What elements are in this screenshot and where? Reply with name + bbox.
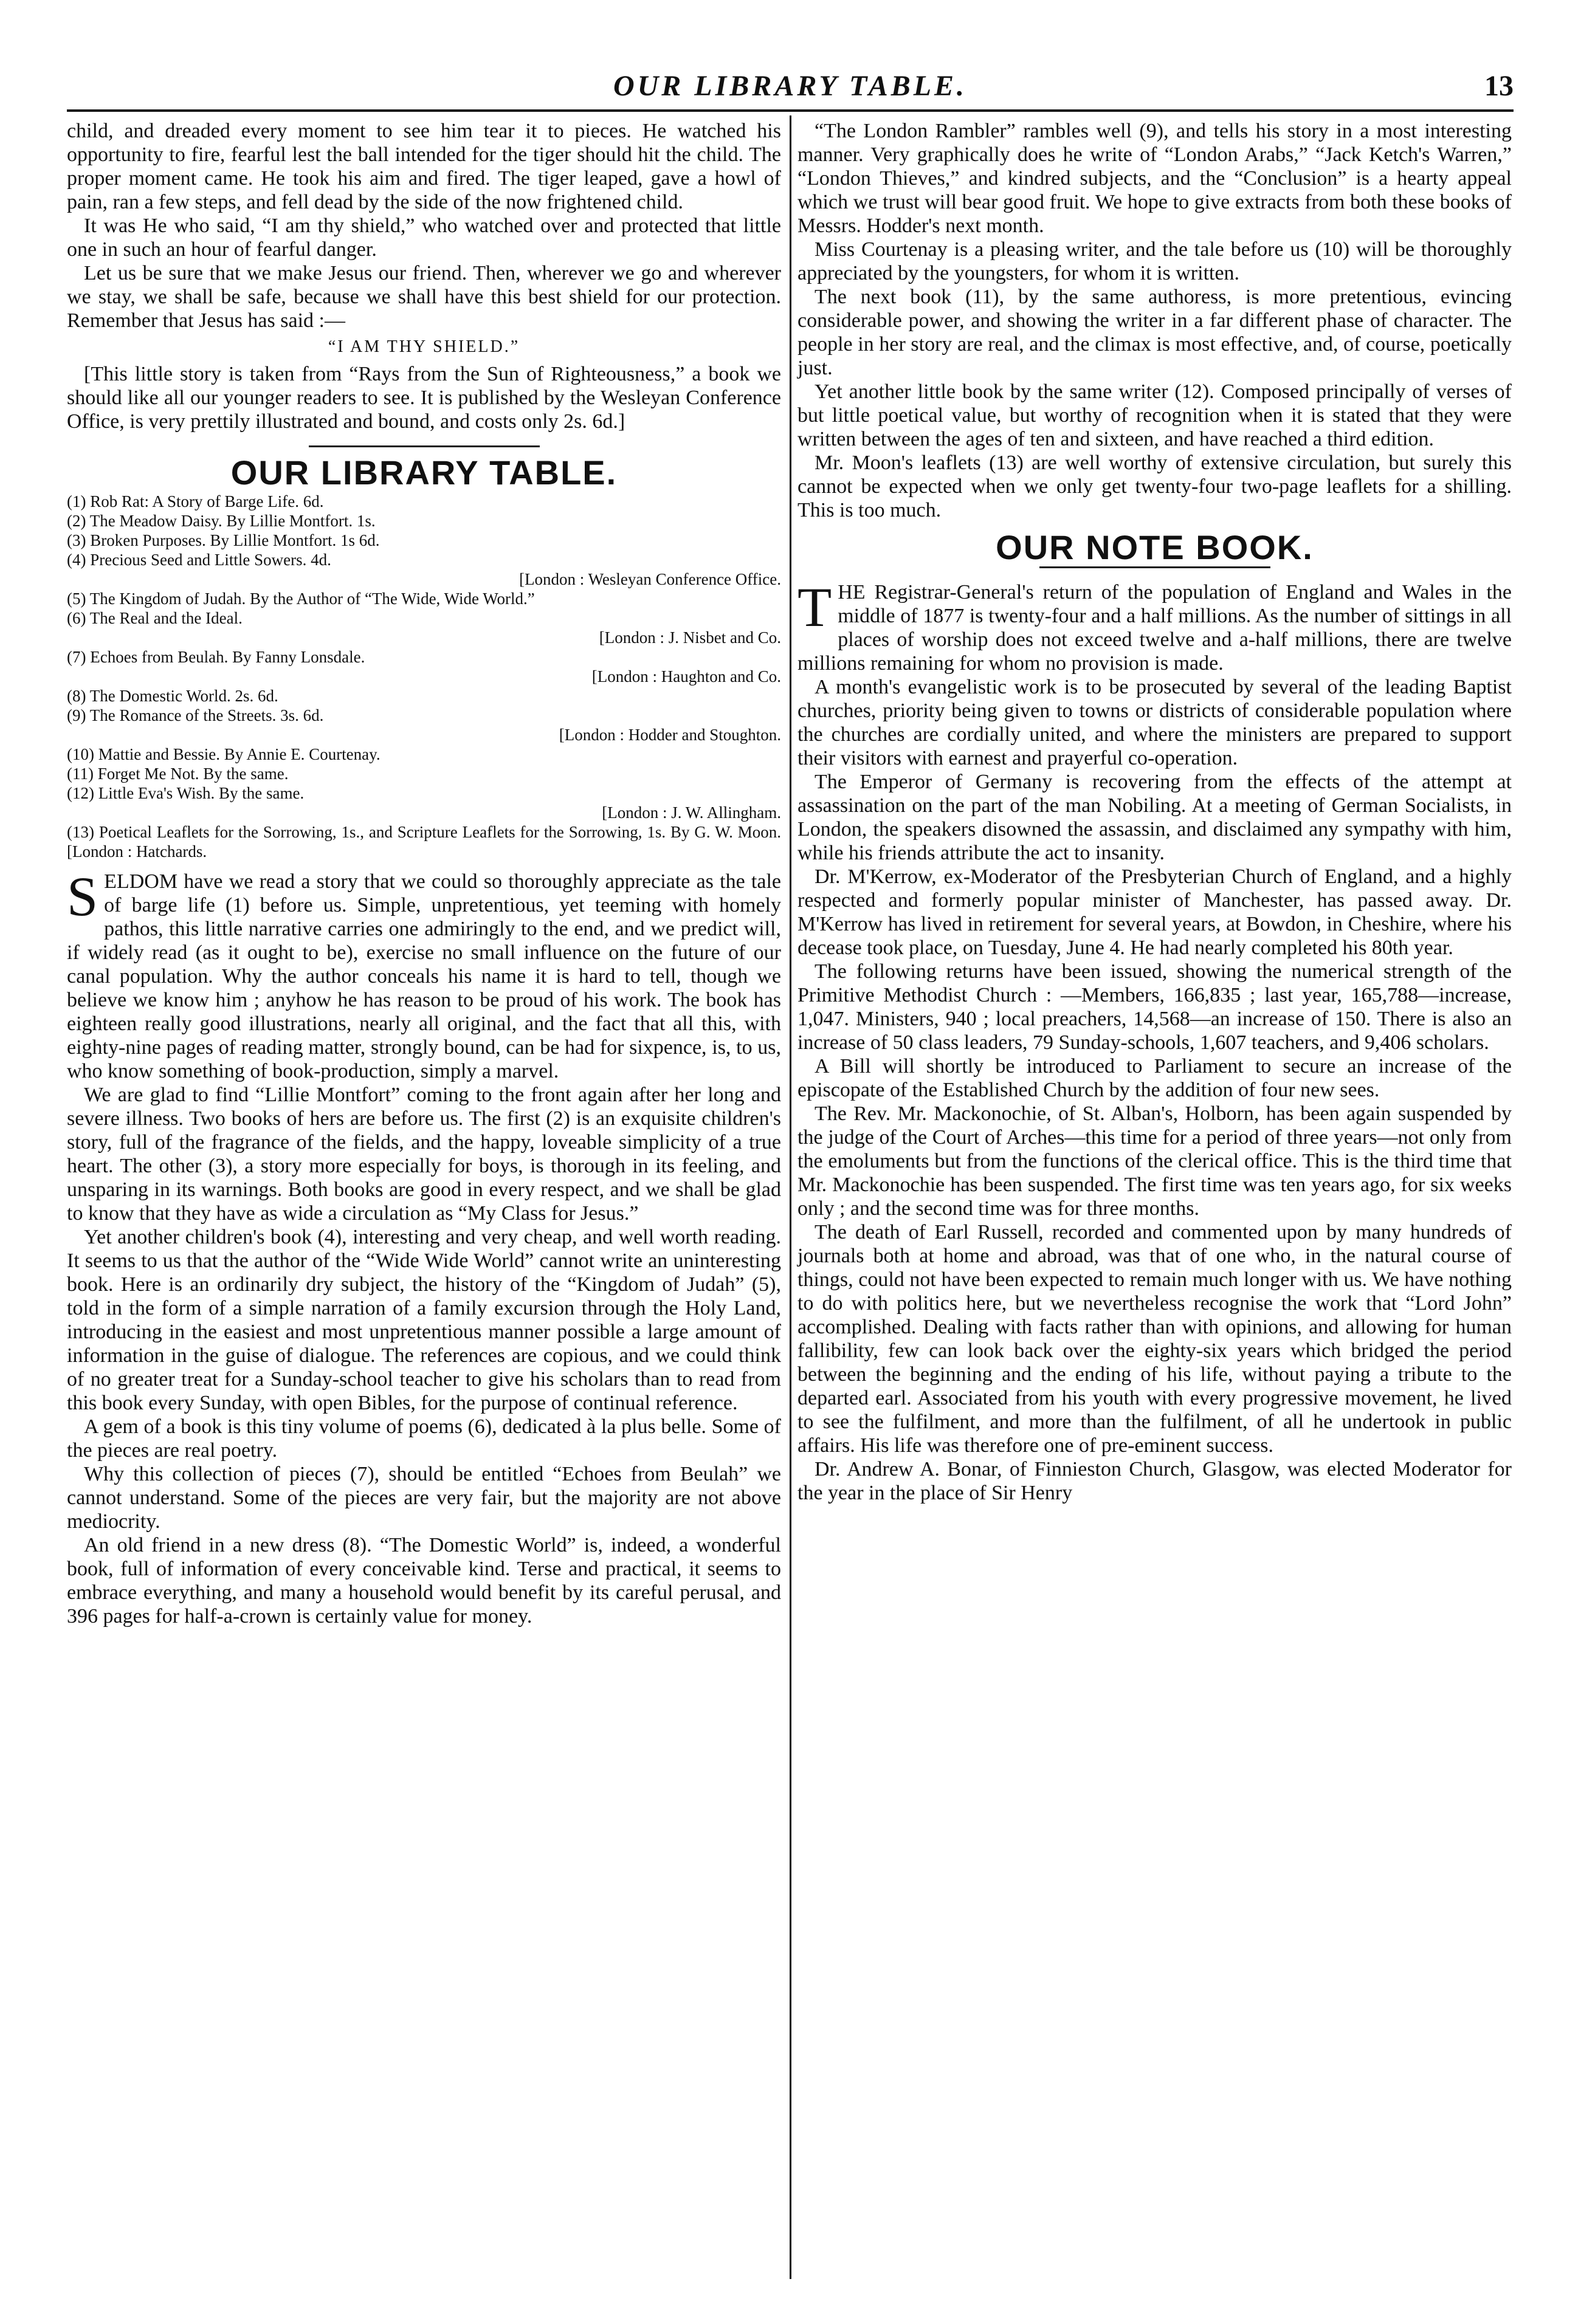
note-paragraph-text: HE Registrar-General's return of the population of England and Wales in the middle of 1877 is twenty-four and a half millions. As the number of sittings in all places of worship does not exceed twelve and a-half millions, there are twelve millions remaining for whom no provision is made.: [797, 581, 1512, 675]
note-paragraph: Dr. M'Kerrow, ex-Moderator of the Presbyterian Church of England, and a highly respected and formerly popular minister of Manchester, has passed away. Dr. M'Kerrow has lived in retirement for several years, at Bowdon, in Cheshire, where his decease took place, on Tuesday, June 4. He had nearly completed his 80th year.: [797, 865, 1512, 959]
review-paragraph: Mr. Moon's leaflets (13) are well worthy of extensive circulation, but surely this cannot be expected when we only get twenty-four two-page leaflets for a shilling. This is too much.: [797, 452, 1512, 521]
review-paragraph: The next book (11), by the same authoress, is more pretentious, evincing considerable power, and showing the writer in a far different phase of character. The people in her story are real, and the climax is most effective, and, of course, poetically just.: [797, 286, 1512, 379]
note-paragraph: [797, 576, 1512, 675]
drop-cap: S: [67, 865, 98, 927]
publisher-imprint: [London : J. Nisbet and Co.: [599, 628, 781, 647]
page-header: [67, 67, 1514, 112]
review-paragraph-text: ELDOM have we read a story that we could so thoroughly appreciate as the tale of barge life (1) before us. Simple, unpretentious, yet teeming with homely pathos, this little narrative carries one admiringly to the end, and we predict will, if widely read (as it ought to be), exercise no small influence on the future of our canal population. Why the author conceals his name it is hard to tell, though we believe we know him ; anyhow he has reason to be proud of his work. The book has eighteen really good illustrations, nearly all original, and the fact that all this, with eighty-nine pages of reading matter, strongly bound, can be had for sixpence, is, to us, who know something of book-production, simply a marvel.: [67, 870, 781, 1082]
book-list-item: (3) Broken Purposes. By Lillie Montfort. 1s 6d.: [67, 531, 380, 549]
note-paragraph: The Emperor of Germany is recovering from the effects of the attempt at assassination on the part of the man Nobiling. At a meeting of German Socialists, in London, the speakers disowned the assassin, and disclaimed any sympathy with him, while his friends attribute the act to insanity.: [797, 771, 1512, 864]
running-title: OUR LIBRARY TABLE.: [613, 70, 968, 102]
column-rule: [790, 115, 791, 2279]
book-list-item: (7) Echoes from Beulah. By Fanny Lonsdale.: [67, 648, 365, 666]
publisher-imprint: [London : J. W. Allingham.: [602, 803, 781, 822]
review-paragraph: We are glad to find “Lillie Montfort” coming to the front again after her long and severe illness. Two books of hers are before us. The first (2) is an exquisite children's story, full of the fragrance of the fields, and the happy, loveable simplicity of a true heart. The other (3), a story more especially for boys, is thorough in its feeling, and unsparing in its warnings. Both books are good in every respect, and we shall be glad to know that they have as wide a circulation as “My Class for Jesus.”: [67, 1084, 781, 1225]
publisher-imprint: [London : Wesleyan Conference Office.: [519, 570, 781, 588]
book-list-item: (6) The Real and the Ideal.: [67, 609, 243, 627]
book-list-item: (8) The Domestic World. 2s. 6d.: [67, 687, 278, 705]
book-list-item: (5) The Kingdom of Judah. By the Author of “The Wide, Wide World.”: [67, 590, 535, 608]
review-paragraph: A gem of a book is this tiny volume of poems (6), dedicated à la plus belle. Some of the pieces are real poetry.: [67, 1415, 781, 1462]
book-list-item: (11) Forget Me Not. By the same.: [67, 765, 289, 783]
book-list-item: (1) Rob Rat: A Story of Barge Life. 6d.: [67, 492, 324, 511]
story-source-note: [This little story is taken from “Rays from the Sun of Righteousness,” a book we should like all our younger readers to see. It is published by the Wesleyan Conference Office, is very prettily illustrated and bound, and costs only 2s. 6d.]: [67, 363, 781, 433]
page-number: 13: [1484, 70, 1514, 102]
section-divider: [309, 445, 540, 447]
book-list-item: (9) The Romance of the Streets. 3s. 6d.: [67, 706, 324, 724]
book-list-item: (13) Poetical Leaflets for the Sorrowing, 1s., and Scripture Leaflets for the Sorrowing, 1s. By G. W. Moon. [London : Hatchards.: [67, 823, 781, 861]
review-paragraph: Yet another little book by the same writer (12). Composed principally of verses of but little poetical value, but worthy of recognition when it is stated that they were written between the ages of ten and sixteen, and have reached a third edition.: [797, 380, 1512, 450]
review-paragraph: “The London Rambler” rambles well (9), and tells his story in a most interesting manner. Very graphically does he write of “London Arabs,” “Jack Ketch's Warren,” “London Thieves,” and kindred subjects, and the “Conclusion” is a hearty appeal which we trust will bear good fruit. We hope to give extracts from both these books of Messrs. Hodder's next month.: [797, 120, 1512, 237]
story-paragraph: It was He who said, “I am thy shield,” who watched over and protected that little one in such an hour of fearful danger.: [67, 215, 781, 261]
review-paragraph: Yet another children's book (4), interesting and very cheap, and well worth reading. It seems to us that the author of the “Wide Wide World” cannot write an uninteresting book. Here is an ordinarily dry subject, the history of the “Kingdom of Judah” (5), told in the form of a simple narration of a family excursion through the Holy Land, introducing in the easiest and most unpretentious manner possible a large amount of information in the guise of dialogue. The references are copious, and we could think of no greater treat for a Sunday-school teacher to give his scholars than to read from this book every Sunday, with open Bibles, for the purpose of continual reference.: [67, 1226, 781, 1414]
book-list: [67, 492, 781, 861]
library-table-heading: OUR LIBRARY TABLE.: [230, 453, 618, 492]
note-book-heading: OUR NOTE BOOK.: [996, 528, 1314, 566]
left-column: [67, 119, 781, 1628]
publisher-imprint: [London : Hodder and Stoughton.: [559, 726, 781, 744]
book-list-item: (4) Precious Seed and Little Sowers. 4d.: [67, 551, 331, 569]
book-list-item: (12) Little Eva's Wish. By the same.: [67, 784, 305, 802]
review-paragraph: An old friend in a new dress (8). “The Domestic World” is, indeed, a wonderful book, full of information of every conceivable kind. Terse and practical, it seems to embrace everything, and many a household would benefit by its careful perusal, and 396 pages for half-a-crown is certainly value for money.: [67, 1534, 781, 1628]
section-divider: [1039, 566, 1270, 568]
story-paragraph: child, and dreaded every moment to see him tear it to pieces. He watched his opportunity to fire, fearful lest the ball intended for the tiger should hit the child. The proper moment came. He took his aim and fired. The tiger leaped, gave a howl of pain, ran a few steps, and fell dead by the side of the now frightened child.: [67, 120, 781, 213]
note-paragraph: A month's evangelistic work is to be prosecuted by several of the leading Baptist churches, priority being given to towns or districts of considerable population where the churches are cordially united, and where the ministers are prepared to support their visitors with earnest and prayerful co-operation.: [797, 676, 1512, 769]
drop-cap: T: [797, 576, 832, 638]
review-paragraph: Why this collection of pieces (7), should be entitled “Echoes from Beulah” we cannot understand. Some of the pieces are very fair, but the majority are not above mediocrity.: [67, 1463, 781, 1533]
note-paragraph: Dr. Andrew A. Bonar, of Finnieston Church, Glasgow, was elected Moderator for the year in the place of Sir Henry: [797, 1458, 1512, 1504]
story-paragraph: Let us be sure that we make Jesus our friend. Then, wherever we go and wherever we stay, we shall be safe, because we shall have this best shield for our protection. Remember that Jesus has said :—: [67, 262, 781, 332]
book-list-item: (2) The Meadow Daisy. By Lillie Montfort. 1s.: [67, 512, 376, 530]
note-paragraph: The death of Earl Russell, recorded and commented upon by many hundreds of journals both at home and abroad, was that of one who, in the natural course of things, could not have been expected to remain much longer with us. We have nothing to do with politics here, but we nevertheless recognise the work that “Lord John” accomplished. Dealing with facts rather than with opinions, and allowing for human fallibility, few can look back over the eighty-six years which bridged the period between the beginning and the ending of his life, without paying a tribute to the departed earl. Associated from his youth with every progressive movement, he lived to see the fulfilment, and more than the fulfilment, of all he undertook in public affairs. His life was therefore one of pre-eminent success.: [797, 1221, 1512, 1457]
note-paragraph: The Rev. Mr. Mackonochie, of St. Alban's, Holborn, has been again suspended by the judge of the Court of Arches—this time for a period of three years—not only from the emoluments but from the functions of the clerical office. This is the third time that Mr. Mackonochie has been suspended. The first time was ten years ago, for six weeks only ; and the second time was for three months.: [797, 1102, 1512, 1220]
review-paragraph: Miss Courtenay is a pleasing writer, and the tale before us (10) will be thoroughly appreciated by the youngsters, for whom it is written.: [797, 238, 1512, 284]
note-paragraph: The following returns have been issued, showing the numerical strength of the Primitive Methodist Church : —Members, 166,835 ; last year, 165,788—increase, 1,047. Ministers, 940 ; local preachers, 14,568—an increase of 150. There is also an increase of 50 class leaders, 79 Sunday-schools, 1,607 teachers, and 9,406 scholars.: [797, 960, 1512, 1054]
publisher-imprint: [London : Haughton and Co.: [591, 667, 781, 686]
story-verse: “I AM THY SHIELD.”: [328, 337, 520, 356]
review-paragraph: [67, 865, 781, 1083]
book-list-item: (10) Mattie and Bessie. By Annie E. Courtenay.: [67, 745, 381, 763]
note-paragraph: A Bill will shortly be introduced to Parliament to secure an increase of the episcopate of the Established Church by the addition of four new sees.: [797, 1055, 1512, 1101]
right-column: [797, 119, 1512, 1505]
